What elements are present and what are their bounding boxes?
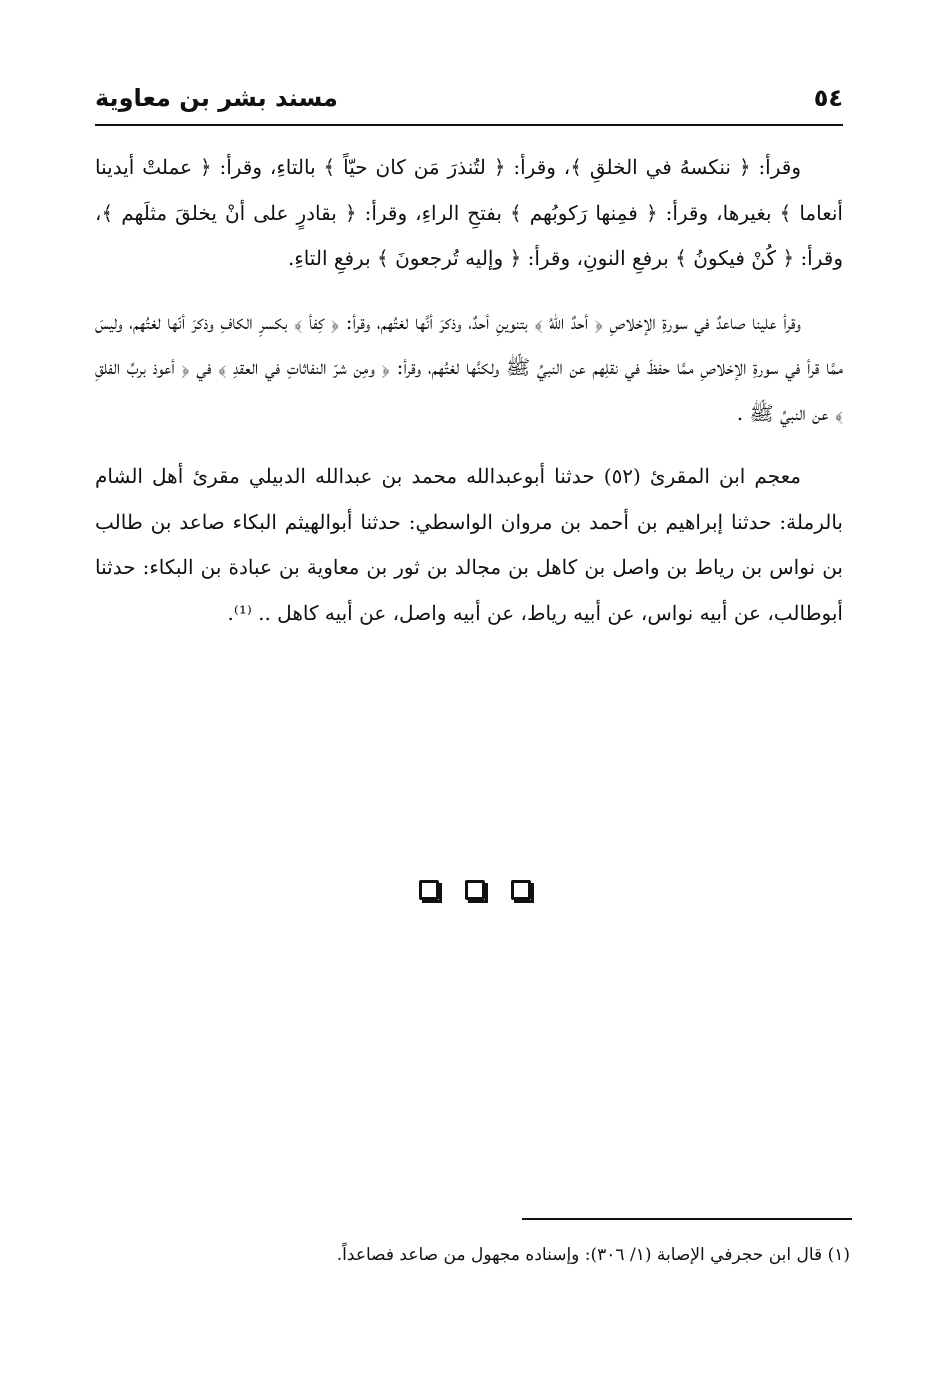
header-rule [95, 124, 843, 126]
running-title: مسند بشر بن معاوية [95, 84, 338, 112]
separator-box-icon [419, 880, 439, 900]
paragraph-recitations: وقرأ: ﴿ ننكسهُ في الخلقِ ﴾، وقرأ: ﴿ لتُنذرَ مَن كان حيّاً ﴾ بالتاءِ، وقرأ: ﴿ عملتْ أيدينا أنعاما ﴾ بغيرها، وقرأ: ﴿ فمِنها رَكوبُهم ﴾ بفتحِ الراءِ، وقرأ: ﴿ بقادرٍ على أنْ يخلقَ مثلَهم ﴾، وقرأ: ﴿ كُنْ فيكونُ ﴾ برفعِ النونِ، وقرأ: ﴿ وإليه تُرجعونَ ﴾ برفعِ التاءِ. [95, 155, 843, 270]
separator-box-icon [511, 880, 531, 900]
footnote-rule [522, 1218, 852, 1220]
page-header [95, 78, 843, 122]
separator-box-icon [465, 880, 485, 900]
main-text [95, 145, 843, 654]
footnote: (١) قال ابن حجرفي الإصابة (١/ ٣٠٦): وإسناده مجهول من صاعد فصاعداً. [336, 1245, 850, 1265]
paragraph-isnad: معجم ابن المقرئ (٥٢) حدثنا أبوعبدالله محمد بن عبدالله الدبيلي مقرئ أهل الشام بالرملة: حدثنا إبراهيم بن أحمد بن مروان الواسطي: حدثنا أبوالهيثم البكاء صاعد بن طالب بن نواس بن رياط بن واصل بن كاهل بن مجالد بن ثور بن معاوية بن عبادة بن البكاء: حدثنا أبوطالب، عن أبيه نواس، عن أبيه رياط، عن أبيه واصل، عن أبيه كاهل .. ⁽¹⁾. [95, 464, 843, 625]
paragraph-ikhlas: وقرأ علينا صاعدٌ في سورةِ الإخلاصِ ﴿ أحدٌ اللهُ ﴾ بتنوينِ أحدٌ، وذكرَ أنَّها لغتُهم، وقرأ: ﴿ كِفأ ﴾ بكسرِ الكافِ وذكرَ أنّها لغتُهم، وليسَ ممَّا قرأ في سورةِ الإخلاصِ ممَّا حفظَ في نقلِهم عن النبيِّ ﷺ ولكنَّها لغتُهم، وقرأ: ﴿ ومِن شرّ النفاثاتِ في العقدِ ﴾ في ﴿ أعوذ بربِّ الفلقِ ﴾ عن النبيِّ ﷺ . [95, 309, 843, 425]
section-separator [0, 880, 949, 910]
page-number: ٥٤ [813, 84, 843, 112]
